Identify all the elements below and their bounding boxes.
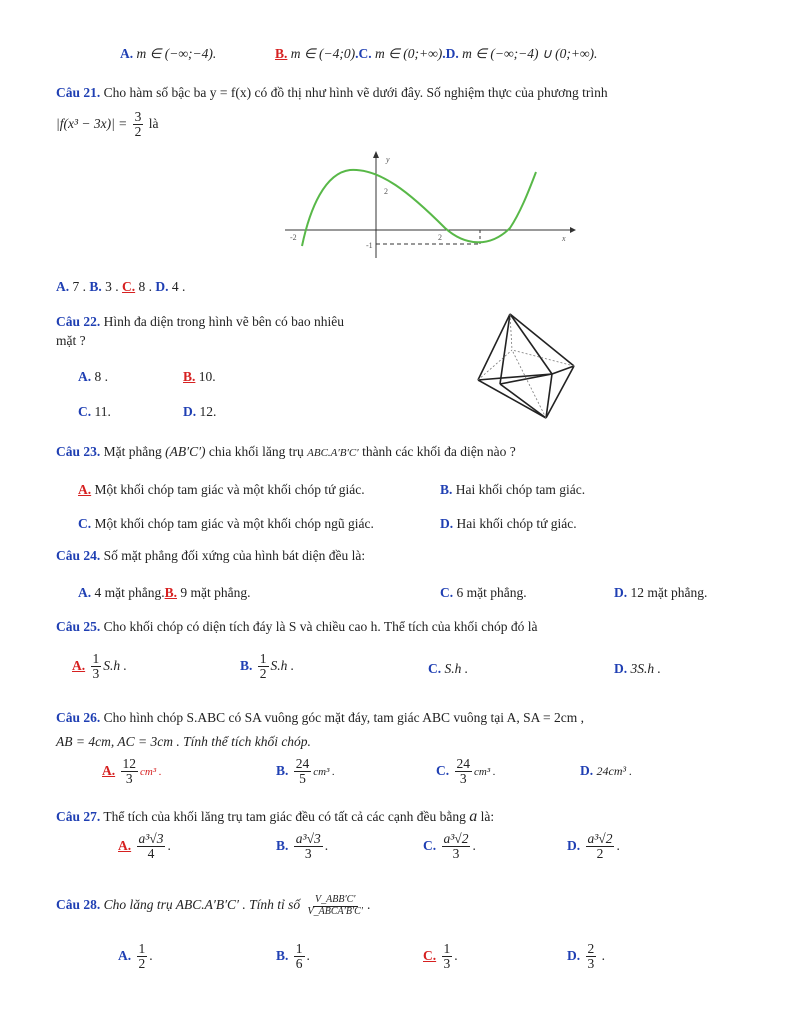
q25-optD-text: 3S.h . [630, 661, 661, 676]
q22-optB-label: B. [183, 369, 196, 384]
q23-optD-text: Hai khối chóp tứ giác. [456, 516, 577, 531]
q26-optC-frac [455, 757, 473, 786]
q28-optA-label: A. [118, 947, 132, 963]
q21-eq-frac [133, 110, 144, 139]
q27-text: Thể tích của khối lăng trụ tam giác đều có tất cả các cạnh đều bằng [103, 809, 466, 824]
q26-optA-den: 3 [125, 771, 133, 787]
q25-stem [56, 619, 538, 635]
q25-optA-tail: S.h . [103, 657, 127, 673]
q24-optD [614, 585, 707, 601]
q27-optB-label: B. [276, 837, 289, 853]
q21-graph [280, 148, 580, 266]
q26-optC-den: 3 [459, 771, 467, 787]
q28-optC-num: 1 [443, 941, 451, 956]
q27-stem [56, 808, 494, 826]
q21-eq-left: |f(x³ − 3x)| = [56, 115, 128, 131]
q26-stem-1 [56, 710, 746, 726]
q24-optD-label: D. [614, 585, 628, 600]
q27-optA-label: A. [118, 837, 132, 853]
q26-optB-unit: cm³ . [313, 765, 335, 778]
y-label: y [386, 155, 390, 164]
q25-optB-num: 1 [259, 651, 267, 666]
q23-optC-text: Một khối chóp tam giác và một khối chóp ngũ giác. [94, 516, 374, 531]
q26-optD-label: D. [580, 763, 594, 778]
y-axis-arrow [373, 151, 379, 158]
q21-optD-label: D. [155, 279, 169, 294]
q24-optC-text: 6 mặt phẳng. [456, 585, 527, 600]
q22-polyhedron-figure [470, 308, 590, 424]
q28-text: Cho lăng trụ ABC.A′B′C′ . Tính tỉ số [103, 897, 301, 913]
q21-eq-den: 2 [134, 124, 142, 140]
q28-optB-label: B. [276, 947, 289, 963]
q27-optC: C. $\frac{\text{a³√2}}{3}$ . [423, 831, 476, 862]
q27-optD-frac [586, 832, 615, 861]
q27-label: Câu 27. [56, 809, 101, 824]
q20-optB: m ∈ (−4;0) [290, 46, 356, 61]
q26-optB-label: B. [276, 762, 289, 778]
q24-optB-label: B. [164, 585, 178, 600]
q27-optB-den: 3 [304, 846, 312, 862]
q25-optA-label: A. [72, 657, 86, 673]
q20-optD: m ∈ (−∞;−4) ∪ (0;+∞). [462, 46, 598, 61]
x-label: x [562, 234, 566, 243]
q25-optA [72, 652, 127, 681]
q26-optA-frac [121, 757, 139, 786]
q24-optC [440, 585, 527, 601]
q22-optA [78, 369, 108, 385]
q25-optB-tail: S.h . [270, 657, 295, 673]
q24-optA-text: 4 mặt phẳng. [94, 585, 165, 600]
q27-optB-num: a³√3 [295, 831, 321, 846]
q25-optA-frac [91, 652, 102, 681]
q23-pre: Mặt phẳng [103, 444, 162, 459]
q24-text: Số mặt phẳng đối xứng của hình bát diện đều là: [103, 548, 366, 563]
q21-text: Cho hàm số bậc ba y = f(x) có đồ thị như hình vẽ dưới đây. Số nghiệm thực của phương trình [103, 85, 608, 100]
q22-stem-2: mặt ? [56, 333, 86, 348]
q25-optA-num: 1 [92, 651, 100, 666]
q26-label: Câu 26. [56, 710, 101, 725]
q27-optD: D. $\frac{\text{a³√2}}{2}$ . [567, 831, 620, 862]
q21-optB-label: B. [89, 279, 102, 294]
q25-label: Câu 25. [56, 619, 101, 634]
q26-optC [436, 757, 496, 786]
q25-optD [614, 661, 661, 677]
y-tick-2: 2 [384, 187, 388, 196]
q21-eq-tail: là [148, 115, 159, 131]
q20-optB-label: B. [275, 46, 288, 61]
q22-optB-text: 10. [198, 369, 216, 384]
q28-optA: A. $\frac{1}{2}$ . [118, 941, 153, 972]
q21-label: Câu 21. [56, 85, 101, 100]
q21-eq-num: 3 [134, 109, 142, 124]
q25-text: Cho khối chóp có diện tích đáy là S và chiều cao h. Thể tích của khối chóp đó là [103, 619, 538, 634]
q22-optD-text: 12. [199, 404, 217, 419]
q21-optC-label: C. [122, 279, 136, 294]
q21-optC: 8 . [138, 279, 153, 294]
q25-optC-label: C. [428, 661, 442, 676]
q21-optA-label: A. [56, 279, 70, 294]
q26-optA [102, 757, 162, 786]
q27-optC-num: a³√2 [443, 831, 469, 846]
q23-optD [440, 516, 577, 532]
q28-optA-frac [137, 942, 148, 971]
q27-optD-label: D. [567, 837, 581, 853]
q27-var: a [469, 808, 478, 825]
x-tick-2: 2 [438, 233, 442, 242]
q22-optC-text: 11. [94, 404, 111, 419]
q22-optD [183, 404, 216, 420]
q22-optA-label: A. [78, 369, 92, 384]
q28-optC: C. $\frac{1}{3}$ . [423, 941, 458, 972]
q23-mid: chia khối lăng trụ [208, 444, 304, 459]
q26-optC-label: C. [436, 762, 450, 778]
q25-optB [240, 652, 294, 681]
q27-optD-den: 2 [596, 846, 604, 862]
q23-optB-text: Hai khối chóp tam giác. [455, 482, 586, 497]
q20-optA-label: A. [120, 46, 134, 61]
q28-stem: Câu 28. Cho lăng trụ ABC.A′B′C′ . Tính tỉ số $\frac{\text{V\_ABB′C′}}{\text{V\_ABCA′B′C′}}$ . [56, 894, 371, 917]
q25-optC-text: S.h . [444, 661, 469, 676]
q23-optA-text: Một khối chóp tam giác và một khối chóp tứ giác. [94, 482, 365, 497]
q20-options [120, 46, 216, 62]
q22-optA-text: 8 . [94, 369, 108, 384]
q26-optA-label: A. [102, 762, 116, 778]
q28-optD-frac [586, 942, 597, 971]
q23-stem [56, 444, 516, 460]
q22-optC [78, 404, 111, 420]
q27-optC-den: 3 [452, 846, 460, 862]
q21-optD: 4 . [171, 279, 186, 294]
q22-stem-1 [56, 314, 344, 330]
q23-plane: (AB′C′) [165, 444, 206, 459]
q24-optA-label: A. [78, 585, 92, 600]
q27-optA: A. $\frac{\text{a³√3}}{4}$ . [118, 831, 171, 862]
q26-stem-2: AB = 4cm, AC = 3cm . Tính thể tích khối chóp. [56, 734, 311, 749]
q21-options [56, 279, 185, 295]
q28-optC-frac [442, 942, 453, 971]
x-tick-neg2: -2 [290, 233, 297, 242]
q28-optD-den: 3 [587, 956, 595, 972]
q27-optA-frac [137, 832, 166, 861]
q25-optC [428, 661, 468, 677]
q26-optB-den: 5 [299, 771, 306, 787]
q28-optD-label: D. [567, 947, 581, 963]
q23-optB-label: B. [440, 482, 453, 497]
q22-optC-label: C. [78, 404, 92, 419]
q27-optC-label: C. [423, 837, 437, 853]
q20-optD-label: .D. [442, 46, 459, 61]
q24-optD-text: 12 mặt phẳng. [630, 585, 708, 600]
q23-optD-label: D. [440, 516, 454, 531]
q22-label: Câu 22. [56, 314, 101, 329]
y-tick-neg1: -1 [366, 241, 373, 250]
q27-optA-num: a³√3 [138, 831, 164, 846]
q21-equation [56, 110, 159, 139]
q23-optA-label: A. [78, 482, 92, 497]
q28-optD: D. $\frac{2}{3}$ . [567, 941, 605, 972]
q23-optA [78, 482, 365, 498]
q26-optC-num: 24 [456, 756, 470, 771]
q21-stem [56, 85, 608, 101]
q23-prism: ABC.A′B′C′ [307, 447, 359, 459]
q23-label: Câu 23. [56, 444, 101, 459]
q26-optB [276, 757, 335, 786]
q27-optD-num: a³√2 [587, 831, 613, 846]
q28-ratio [306, 895, 365, 917]
q28-optC-den: 3 [443, 956, 451, 972]
q28-label: Câu 28. [56, 897, 101, 913]
q27-optB: B. $\frac{\text{a³√3}}{3}$ . [276, 831, 329, 862]
q25-optB-label: B. [240, 657, 253, 673]
q20-optB-group [275, 46, 597, 62]
cubic-curve [302, 170, 536, 246]
q25-optD-label: D. [614, 661, 628, 676]
q23-post: thành các khối đa diện nào ? [362, 444, 516, 459]
q28-optB-num: 1 [295, 941, 303, 956]
q27-optC-frac [442, 832, 471, 861]
q20-optC-label: .C. [355, 46, 372, 61]
q20-optA: m ∈ (−∞;−4). [136, 46, 217, 61]
q23-optC [78, 516, 374, 532]
q26-optA-num: 12 [122, 756, 136, 771]
q26-optB-num: 24 [295, 756, 310, 771]
q28-optD-num: 2 [587, 941, 595, 956]
q27-optB-frac [294, 832, 323, 861]
q27-tail: là: [480, 809, 495, 824]
q26-optB-frac [294, 757, 312, 786]
q21-optA: 7 . [72, 279, 86, 294]
q25-optA-den: 3 [92, 666, 100, 682]
q28-ratio-den: V_ABCA′B′C′ [307, 905, 363, 917]
q25-optB-den: 2 [259, 666, 267, 682]
q24-optC-label: C. [440, 585, 454, 600]
q28-optC-label: C. [423, 947, 437, 963]
q24-optA [78, 585, 251, 601]
q26-optD-text: 24cm³ . [596, 764, 633, 778]
q26-optC-unit: cm³ . [474, 765, 496, 778]
q23-optB [440, 482, 585, 498]
q23-optC-label: C. [78, 516, 92, 531]
q28-optA-num: 1 [138, 941, 146, 956]
q26-optA-unit: cm³ . [140, 765, 162, 778]
q27-optA-den: 4 [147, 846, 155, 862]
q28-optB: B. $\frac{1}{6}$ . [276, 941, 310, 972]
q22-optD-label: D. [183, 404, 197, 419]
q28-optB-den: 6 [295, 956, 303, 972]
q22-text1: Hình đa diện trong hình vẽ bên có bao nhiêu [103, 314, 344, 329]
q25-optB-frac [258, 652, 269, 681]
q28-optA-den: 2 [138, 956, 146, 972]
q24-stem [56, 548, 365, 564]
q20-optC: m ∈ (0;+∞) [375, 46, 443, 61]
q28-optB-frac [294, 942, 305, 971]
q26-optD [580, 763, 632, 779]
q24-label: Câu 24. [56, 548, 101, 563]
x-axis-arrow [570, 227, 576, 233]
q22-optB [183, 369, 216, 385]
q28-ratio-num: V_ABB′C′ [315, 894, 356, 905]
q21-optB: 3 . [105, 279, 119, 294]
q24-optB-text: 9 mặt phẳng. [180, 585, 251, 600]
q26-line1: Cho hình chóp S.ABC có SA vuông góc mặt đáy, tam giác ABC vuông tại A, SA = 2cm , [103, 710, 584, 725]
